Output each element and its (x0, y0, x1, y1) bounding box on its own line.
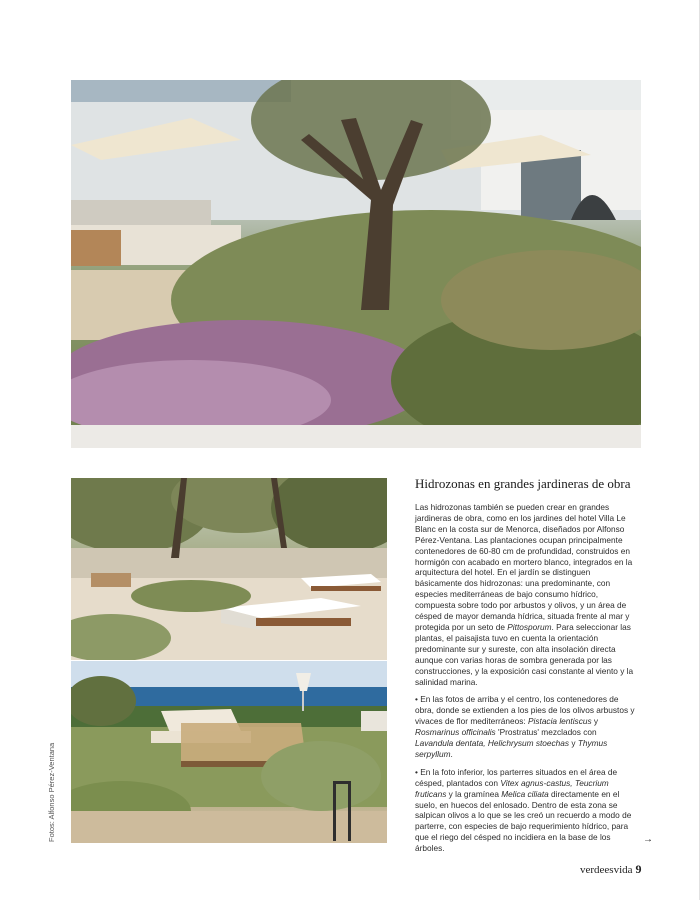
text-run: . (450, 748, 453, 759)
text-run-italic: Thymus serpyllum (415, 738, 608, 759)
text-run: • En las fotos de arriba y el centro, los contenedores de obra, donde se extienden a los pies de los olivos arbustos y vivaces de flor mediterráneos: (415, 694, 635, 727)
text-run: y (569, 738, 578, 749)
paragraph-3 (415, 767, 637, 854)
page-number: 9 (635, 862, 642, 876)
text-run-italic: Lavandula dentata, Helichrysum stoechas (415, 738, 570, 749)
text-run: 'Prostratus' mezclados con (495, 727, 597, 738)
text-run: . Para seleccionar las plantas, el paisajista tuvo en cuenta la orientación predominante sur y sureste, con alta insolación directa aunque con varias horas de sombra generada por las construcciones, y la exposición casi constante al viento y la salinidad marina. (415, 621, 634, 687)
continue-arrow-icon: → (643, 834, 653, 845)
text-run: • En la foto inferior, los parterres situados en el área de césped, plantados con (415, 766, 618, 788)
page-footer (580, 862, 642, 877)
article-title: Hidrozonas en grandes jardineras de obra (415, 476, 631, 491)
text-run: y (591, 716, 599, 727)
photo-top-garden (71, 80, 641, 448)
text-run: y la gramínea (446, 788, 502, 799)
text-run: directamente en el suelo, en huecos del enlosado. Dentro de esta zona se salpican olivos a lo que se les creó un recuerdo a modo de parterre, con especies de bajo requerimiento hídrico, para que el riego del césped no incidiera en la base de los árboles. (415, 788, 632, 854)
text-run-italic: Vitex agnus-castus, Teucrium fruticans (415, 777, 609, 799)
text-run-italic: Rosmarinus officinalis (415, 727, 496, 738)
photo-bottom-sea-garden (71, 661, 387, 843)
text-run: Las hidrozonas también se pueden crear en grandes jardineras de obra, como en los jardines del hotel Villa Le Blanc en la costa sur de Menorca, diseñados por Alfonso Pérez-Ventana. Las plantaciones ocupan principalmente contenedores de 60-80 cm de profundidad, construidos en hormigón con acabado en mortero blanco, integrados en la arquitectura del hotel. En el jardín se distinguen básicamente dos hidrozonas: una predominante, con especies mediterráneas de bajo consumo hídrico, compuesta sobre todo por arbustos y olivos, y un área de césped de mayor demanda hídrica, situada frente al mar y protegida por un seto de (415, 502, 633, 632)
text-run-italic: Pistacia lentiscus (527, 716, 592, 727)
photo-middle-pool (71, 478, 387, 660)
paragraph-2 (415, 694, 637, 759)
magazine-name: verdeesvida (580, 864, 633, 876)
text-run-italic: Pittosporum (507, 621, 552, 632)
photo-credit: Fotos: Alfonso Pérez-Ventana (47, 742, 56, 842)
text-run-italic: Melica ciliata (501, 788, 549, 799)
article (415, 476, 637, 861)
paragraph-1 (415, 502, 637, 687)
